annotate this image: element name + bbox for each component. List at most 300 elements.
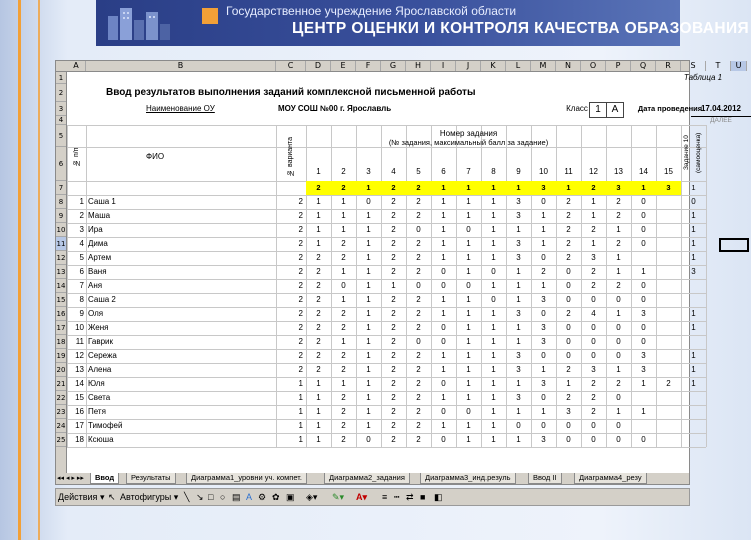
score-cell[interactable] (656, 251, 681, 265)
self-score-cell[interactable]: 1 (691, 239, 696, 248)
sheet-tab[interactable]: Диаграмма2_задания (324, 473, 410, 484)
sheet-tab[interactable]: Диаграмма4_резу (574, 473, 647, 484)
arrow-style-icon[interactable]: ⇄ (406, 492, 414, 502)
score-cell[interactable]: 2 (341, 253, 346, 262)
max-points-5[interactable]: 2 (406, 181, 431, 195)
ou-value[interactable]: МОУ СОШ №00 г. Ярославль (278, 104, 392, 113)
score-cell[interactable]: 1 (316, 407, 321, 416)
score-cell[interactable]: 1 (616, 309, 621, 318)
spreadsheet[interactable] (55, 60, 742, 474)
student-variant[interactable]: 1 (298, 407, 303, 416)
student-variant[interactable]: 2 (298, 337, 303, 346)
score-cell[interactable]: 2 (391, 407, 396, 416)
score-cell[interactable]: 2 (391, 337, 396, 346)
column-header-g[interactable]: G (381, 61, 406, 71)
row-header-10[interactable]: 10 (56, 223, 66, 237)
score-cell[interactable]: 1 (516, 323, 521, 332)
score-cell[interactable]: 1 (441, 239, 446, 248)
score-cell[interactable]: 2 (416, 379, 421, 388)
score-cell[interactable]: 0 (641, 435, 646, 444)
row-header-17[interactable]: 17 (56, 321, 66, 335)
score-cell[interactable]: 2 (616, 197, 621, 206)
row-header-15[interactable]: 15 (56, 293, 66, 307)
score-cell[interactable]: 1 (616, 225, 621, 234)
max-points-2[interactable]: 2 (331, 181, 356, 195)
score-cell[interactable] (656, 363, 681, 377)
score-cell[interactable]: 1 (541, 211, 546, 220)
task-number-11[interactable]: 11 (564, 167, 573, 176)
score-cell[interactable]: 3 (591, 253, 596, 262)
student-number[interactable]: 13 (75, 365, 84, 374)
task-number-14[interactable]: 14 (639, 167, 648, 176)
sheet-tab[interactable]: Ввод (90, 473, 119, 484)
score-cell[interactable] (656, 307, 681, 321)
score-cell[interactable]: 1 (391, 281, 396, 290)
student-name[interactable]: Дима (88, 239, 108, 248)
student-name[interactable]: Алена (88, 365, 112, 374)
score-cell[interactable]: 2 (316, 337, 321, 346)
draw-menu-button[interactable]: Действия ▾ (58, 492, 105, 502)
row-header-6[interactable]: 6 (56, 147, 66, 181)
max-points-self[interactable]: 1 (691, 183, 696, 192)
column-header-b[interactable]: B (86, 61, 276, 71)
score-cell[interactable]: 2 (391, 323, 396, 332)
score-cell[interactable]: 2 (341, 407, 346, 416)
student-number[interactable]: 11 (75, 337, 84, 346)
student-name[interactable]: Петя (88, 407, 106, 416)
score-cell[interactable]: 1 (491, 421, 496, 430)
student-number[interactable]: 2 (79, 211, 84, 220)
score-cell[interactable]: 1 (441, 211, 446, 220)
score-cell[interactable]: 1 (441, 421, 446, 430)
score-cell[interactable]: 3 (541, 337, 546, 346)
student-name[interactable]: Саша 2 (88, 295, 116, 304)
score-cell[interactable] (631, 251, 656, 265)
score-cell[interactable]: 1 (516, 281, 521, 290)
column-header-h[interactable]: H (406, 61, 431, 71)
score-cell[interactable]: 0 (616, 323, 621, 332)
self-score-cell[interactable] (681, 433, 706, 447)
score-cell[interactable]: 0 (441, 435, 446, 444)
score-cell[interactable]: 1 (441, 253, 446, 262)
self-score-cell[interactable] (681, 335, 706, 349)
autoshapes-button[interactable]: Автофигуры ▾ (120, 492, 179, 502)
student-number[interactable]: 4 (79, 239, 84, 248)
score-cell[interactable]: 1 (516, 295, 521, 304)
score-cell[interactable]: 3 (516, 253, 521, 262)
max-points-13[interactable]: 3 (606, 181, 631, 195)
score-cell[interactable]: 1 (366, 351, 371, 360)
textbox-tool-icon[interactable]: ▤ (232, 492, 241, 502)
score-cell[interactable]: 0 (366, 435, 371, 444)
score-cell[interactable]: 0 (566, 351, 571, 360)
score-cell[interactable]: 2 (391, 267, 396, 276)
score-cell[interactable]: 1 (466, 211, 471, 220)
diagram-tool-icon[interactable]: ⚙ (258, 492, 267, 502)
score-cell[interactable]: 0 (616, 351, 621, 360)
score-cell[interactable]: 1 (641, 407, 646, 416)
student-number[interactable]: 15 (75, 393, 84, 402)
score-cell[interactable]: 1 (491, 337, 496, 346)
student-variant[interactable]: 2 (298, 225, 303, 234)
score-cell[interactable]: 2 (416, 211, 421, 220)
max-points-11[interactable]: 1 (556, 181, 581, 195)
score-cell[interactable]: 1 (466, 421, 471, 430)
date-label[interactable]: Дата проведения (637, 104, 703, 113)
score-cell[interactable]: 2 (616, 281, 621, 290)
score-cell[interactable]: 1 (591, 197, 596, 206)
score-cell[interactable]: 1 (491, 211, 496, 220)
class-label[interactable]: Класс (566, 104, 588, 113)
score-cell[interactable]: 2 (416, 323, 421, 332)
row-header-11[interactable]: 11 (56, 237, 66, 251)
score-cell[interactable]: 1 (466, 365, 471, 374)
score-cell[interactable]: 2 (391, 295, 396, 304)
score-cell[interactable]: 1 (316, 421, 321, 430)
score-cell[interactable]: 1 (616, 407, 621, 416)
score-cell[interactable]: 1 (491, 309, 496, 318)
score-cell[interactable] (631, 391, 656, 405)
student-name[interactable]: Сережа (88, 351, 117, 360)
score-cell[interactable]: 1 (366, 281, 371, 290)
column-header-t[interactable]: T (706, 61, 731, 71)
student-number[interactable]: 10 (75, 323, 84, 332)
score-cell[interactable]: 1 (541, 365, 546, 374)
score-cell[interactable]: 1 (366, 309, 371, 318)
score-cell[interactable]: 2 (416, 197, 421, 206)
score-cell[interactable]: 2 (616, 239, 621, 248)
max-points-15[interactable]: 3 (656, 181, 681, 195)
score-cell[interactable]: 2 (341, 393, 346, 402)
score-cell[interactable]: 1 (366, 323, 371, 332)
score-cell[interactable] (656, 279, 681, 293)
row-header-18[interactable]: 18 (56, 335, 66, 349)
score-cell[interactable]: 1 (366, 407, 371, 416)
score-cell[interactable]: 0 (641, 323, 646, 332)
clipart-tool-icon[interactable]: ✿ (272, 492, 280, 502)
student-variant[interactable]: 2 (298, 267, 303, 276)
score-cell[interactable]: 2 (416, 435, 421, 444)
score-cell[interactable]: 3 (516, 309, 521, 318)
score-cell[interactable]: 2 (391, 421, 396, 430)
score-cell[interactable]: 1 (516, 337, 521, 346)
max-points-7[interactable]: 1 (456, 181, 481, 195)
row-header-25[interactable]: 25 (56, 433, 66, 447)
class-letter[interactable]: А (606, 102, 624, 118)
max-points-10[interactable]: 3 (531, 181, 556, 195)
score-cell[interactable]: 0 (541, 253, 546, 262)
score-cell[interactable]: 1 (641, 267, 646, 276)
score-cell[interactable]: 2 (566, 239, 571, 248)
score-cell[interactable]: 2 (341, 239, 346, 248)
score-cell[interactable]: 1 (491, 365, 496, 374)
student-name[interactable]: Аня (88, 281, 103, 290)
score-cell[interactable]: 2 (616, 379, 621, 388)
score-cell[interactable]: 2 (566, 365, 571, 374)
score-cell[interactable]: 1 (341, 295, 346, 304)
score-cell[interactable]: 3 (541, 295, 546, 304)
column-header-a[interactable]: A (67, 61, 86, 71)
self-score-cell[interactable]: 1 (691, 253, 696, 262)
score-cell[interactable]: 0 (591, 435, 596, 444)
score-cell[interactable]: 0 (541, 309, 546, 318)
student-number[interactable]: 16 (75, 407, 84, 416)
font-color-icon[interactable]: A▾ (356, 492, 368, 502)
score-cell[interactable]: 1 (541, 225, 546, 234)
score-cell[interactable]: 1 (316, 393, 321, 402)
max-points-6[interactable]: 1 (431, 181, 456, 195)
self-score-cell[interactable] (681, 419, 706, 433)
dash-style-icon[interactable]: ┅ (394, 492, 400, 502)
score-cell[interactable]: 1 (466, 197, 471, 206)
score-cell[interactable]: 0 (466, 225, 471, 234)
score-cell[interactable]: 2 (316, 295, 321, 304)
student-number[interactable]: 12 (75, 351, 84, 360)
score-cell[interactable]: 2 (566, 309, 571, 318)
score-cell[interactable]: 3 (566, 407, 571, 416)
score-cell[interactable]: 3 (516, 197, 521, 206)
column-header-k[interactable]: K (481, 61, 506, 71)
score-cell[interactable]: 2 (416, 407, 421, 416)
sheet-tab[interactable]: Результаты (126, 473, 176, 484)
task-header-number[interactable]: Номер задания (439, 129, 498, 138)
score-cell[interactable]: 1 (466, 337, 471, 346)
line-style-icon[interactable]: ≡ (382, 492, 388, 502)
task-number-4[interactable]: 4 (391, 167, 396, 176)
score-cell[interactable]: 0 (566, 267, 571, 276)
score-cell[interactable]: 2 (416, 239, 421, 248)
line-color-icon[interactable]: ✎▾ (332, 492, 345, 502)
score-cell[interactable]: 0 (591, 337, 596, 346)
score-cell[interactable]: 0 (491, 267, 496, 276)
score-cell[interactable]: 1 (441, 197, 446, 206)
score-cell[interactable]: 0 (441, 281, 446, 290)
row-header-13[interactable]: 13 (56, 265, 66, 279)
score-cell[interactable]: 1 (616, 267, 621, 276)
score-cell[interactable]: 0 (441, 407, 446, 416)
selected-cell-indicator[interactable] (719, 238, 749, 252)
score-cell[interactable]: 2 (416, 295, 421, 304)
score-cell[interactable]: 2 (341, 365, 346, 374)
oval-tool-icon[interactable]: ○ (220, 492, 226, 502)
score-cell[interactable]: 0 (641, 239, 646, 248)
score-cell[interactable]: 3 (516, 211, 521, 220)
max-points-9[interactable]: 1 (506, 181, 531, 195)
score-cell[interactable]: 2 (341, 435, 346, 444)
score-cell[interactable]: 1 (516, 267, 521, 276)
next-hint[interactable]: ДАЛЕЕ (710, 117, 732, 124)
score-cell[interactable]: 0 (616, 337, 621, 346)
score-cell[interactable]: 1 (316, 379, 321, 388)
score-cell[interactable]: 2 (416, 309, 421, 318)
score-cell[interactable]: 1 (466, 435, 471, 444)
student-variant[interactable]: 2 (298, 253, 303, 262)
score-cell[interactable]: 2 (316, 365, 321, 374)
task-number-12[interactable]: 12 (589, 167, 598, 176)
student-variant[interactable]: 2 (298, 281, 303, 290)
score-cell[interactable]: 2 (416, 421, 421, 430)
score-cell[interactable]: 1 (466, 393, 471, 402)
score-cell[interactable]: 2 (541, 267, 546, 276)
score-cell[interactable]: 2 (416, 365, 421, 374)
score-cell[interactable]: 1 (591, 211, 596, 220)
shadow-style-icon[interactable]: ■ (420, 492, 426, 502)
score-cell[interactable]: 1 (616, 365, 621, 374)
student-number[interactable]: 8 (79, 295, 84, 304)
score-cell[interactable]: 0 (641, 211, 646, 220)
score-cell[interactable]: 3 (516, 393, 521, 402)
max-points-14[interactable]: 1 (631, 181, 656, 195)
score-cell[interactable]: 0 (416, 281, 421, 290)
max-points-8[interactable]: 1 (481, 181, 506, 195)
score-cell[interactable]: 0 (541, 351, 546, 360)
task-number-3[interactable]: 3 (366, 167, 371, 176)
score-cell[interactable]: 1 (491, 323, 496, 332)
row-header-8[interactable]: 8 (56, 195, 66, 209)
score-cell[interactable]: 0 (616, 295, 621, 304)
score-cell[interactable]: 1 (366, 393, 371, 402)
column-header-d[interactable]: D (306, 61, 331, 71)
student-name[interactable]: Артем (88, 253, 112, 262)
student-variant[interactable]: 1 (298, 421, 303, 430)
row-header-16[interactable]: 16 (56, 307, 66, 321)
column-header-e[interactable]: E (331, 61, 356, 71)
score-cell[interactable]: 1 (316, 435, 321, 444)
score-cell[interactable]: 2 (591, 379, 596, 388)
task-number-10[interactable]: 10 (539, 167, 548, 176)
score-cell[interactable]: 2 (391, 379, 396, 388)
score-cell[interactable]: 2 (566, 393, 571, 402)
score-cell[interactable]: 0 (641, 225, 646, 234)
score-cell[interactable]: 3 (591, 365, 596, 374)
score-cell[interactable]: 1 (491, 435, 496, 444)
score-cell[interactable]: 2 (591, 225, 596, 234)
score-cell[interactable] (656, 293, 681, 307)
score-cell[interactable]: 0 (466, 407, 471, 416)
score-cell[interactable]: 2 (391, 393, 396, 402)
score-cell[interactable]: 1 (516, 225, 521, 234)
student-variant[interactable]: 1 (298, 435, 303, 444)
picture-tool-icon[interactable]: ▣ (286, 492, 295, 502)
score-cell[interactable]: 1 (466, 267, 471, 276)
score-cell[interactable]: 1 (616, 253, 621, 262)
score-cell[interactable]: 4 (591, 309, 596, 318)
score-cell[interactable]: 2 (666, 379, 671, 388)
score-cell[interactable]: 2 (316, 281, 321, 290)
score-cell[interactable]: 3 (541, 323, 546, 332)
score-cell[interactable]: 0 (566, 323, 571, 332)
student-variant[interactable]: 1 (298, 379, 303, 388)
score-cell[interactable] (656, 195, 681, 209)
self-score-cell[interactable] (681, 391, 706, 405)
row-header-7[interactable]: 7 (56, 181, 66, 195)
row-header-9[interactable]: 9 (56, 209, 66, 223)
score-cell[interactable]: 2 (591, 267, 596, 276)
score-cell[interactable]: 2 (391, 197, 396, 206)
score-cell[interactable]: 1 (341, 379, 346, 388)
class-number[interactable]: 1 (589, 102, 607, 118)
score-cell[interactable]: 1 (491, 253, 496, 262)
score-cell[interactable]: 2 (391, 309, 396, 318)
score-cell[interactable]: 2 (566, 197, 571, 206)
score-cell[interactable]: 1 (491, 225, 496, 234)
score-cell[interactable]: 0 (566, 421, 571, 430)
score-cell[interactable]: 1 (566, 379, 571, 388)
task-number-9[interactable]: 9 (516, 167, 521, 176)
column-header-o[interactable]: O (581, 61, 606, 71)
score-cell[interactable]: 2 (416, 267, 421, 276)
score-cell[interactable] (656, 265, 681, 279)
max-points-1[interactable]: 2 (306, 181, 331, 195)
self-score-cell[interactable]: 1 (691, 309, 696, 318)
arrow-tool-icon[interactable]: ↘ (196, 492, 204, 502)
student-variant[interactable]: 1 (298, 393, 303, 402)
student-number[interactable]: 6 (79, 267, 84, 276)
score-cell[interactable]: 0 (541, 197, 546, 206)
score-cell[interactable]: 1 (541, 407, 546, 416)
score-cell[interactable]: 1 (366, 421, 371, 430)
score-cell[interactable]: 2 (341, 323, 346, 332)
task-number-1[interactable]: 1 (316, 167, 321, 176)
self-score-cell[interactable]: 1 (691, 379, 696, 388)
score-cell[interactable] (656, 391, 681, 405)
self-score-cell[interactable] (681, 279, 706, 293)
row-header-24[interactable]: 24 (56, 419, 66, 433)
score-cell[interactable]: 2 (591, 393, 596, 402)
score-cell[interactable] (656, 223, 681, 237)
score-cell[interactable]: 1 (516, 407, 521, 416)
score-cell[interactable]: 1 (441, 309, 446, 318)
task-number-15[interactable]: 15 (664, 167, 673, 176)
score-cell[interactable]: 2 (416, 393, 421, 402)
task-number-5[interactable]: 5 (416, 167, 421, 176)
score-cell[interactable]: 1 (316, 225, 321, 234)
student-variant[interactable]: 2 (298, 197, 303, 206)
score-cell[interactable]: 2 (391, 435, 396, 444)
score-cell[interactable]: 1 (366, 239, 371, 248)
tab-nav-arrows-icon[interactable]: ◂◂ ◂ ▸ ▸▸ (57, 475, 84, 482)
score-cell[interactable] (631, 419, 656, 433)
self-score-cell[interactable]: 1 (691, 351, 696, 360)
self-score-cell[interactable]: 1 (691, 211, 696, 220)
score-cell[interactable]: 0 (616, 435, 621, 444)
score-cell[interactable]: 1 (491, 281, 496, 290)
line-tool-icon[interactable]: ╲ (184, 492, 190, 502)
column-header-s[interactable]: S (681, 61, 706, 71)
student-variant[interactable]: 2 (298, 239, 303, 248)
score-cell[interactable]: 2 (316, 351, 321, 360)
score-cell[interactable]: 1 (491, 351, 496, 360)
score-cell[interactable]: 0 (441, 379, 446, 388)
score-cell[interactable]: 0 (366, 197, 371, 206)
score-cell[interactable]: 1 (341, 211, 346, 220)
row-header-12[interactable]: 12 (56, 251, 66, 265)
score-cell[interactable]: 1 (341, 337, 346, 346)
student-name[interactable]: Гаврик (88, 337, 113, 346)
score-cell[interactable]: 0 (441, 323, 446, 332)
self-score-cell[interactable]: 0 (691, 197, 696, 206)
score-cell[interactable]: 3 (516, 239, 521, 248)
score-cell[interactable]: 0 (641, 197, 646, 206)
column-header-i[interactable]: I (431, 61, 456, 71)
score-cell[interactable]: 1 (316, 239, 321, 248)
self-score-cell[interactable]: 1 (691, 323, 696, 332)
column-header-l[interactable]: L (506, 61, 531, 71)
date-value[interactable]: 17.04.2012 (691, 102, 751, 117)
score-cell[interactable]: 2 (566, 253, 571, 262)
self-score-cell[interactable]: 1 (691, 225, 696, 234)
max-points-3[interactable]: 1 (356, 181, 381, 195)
